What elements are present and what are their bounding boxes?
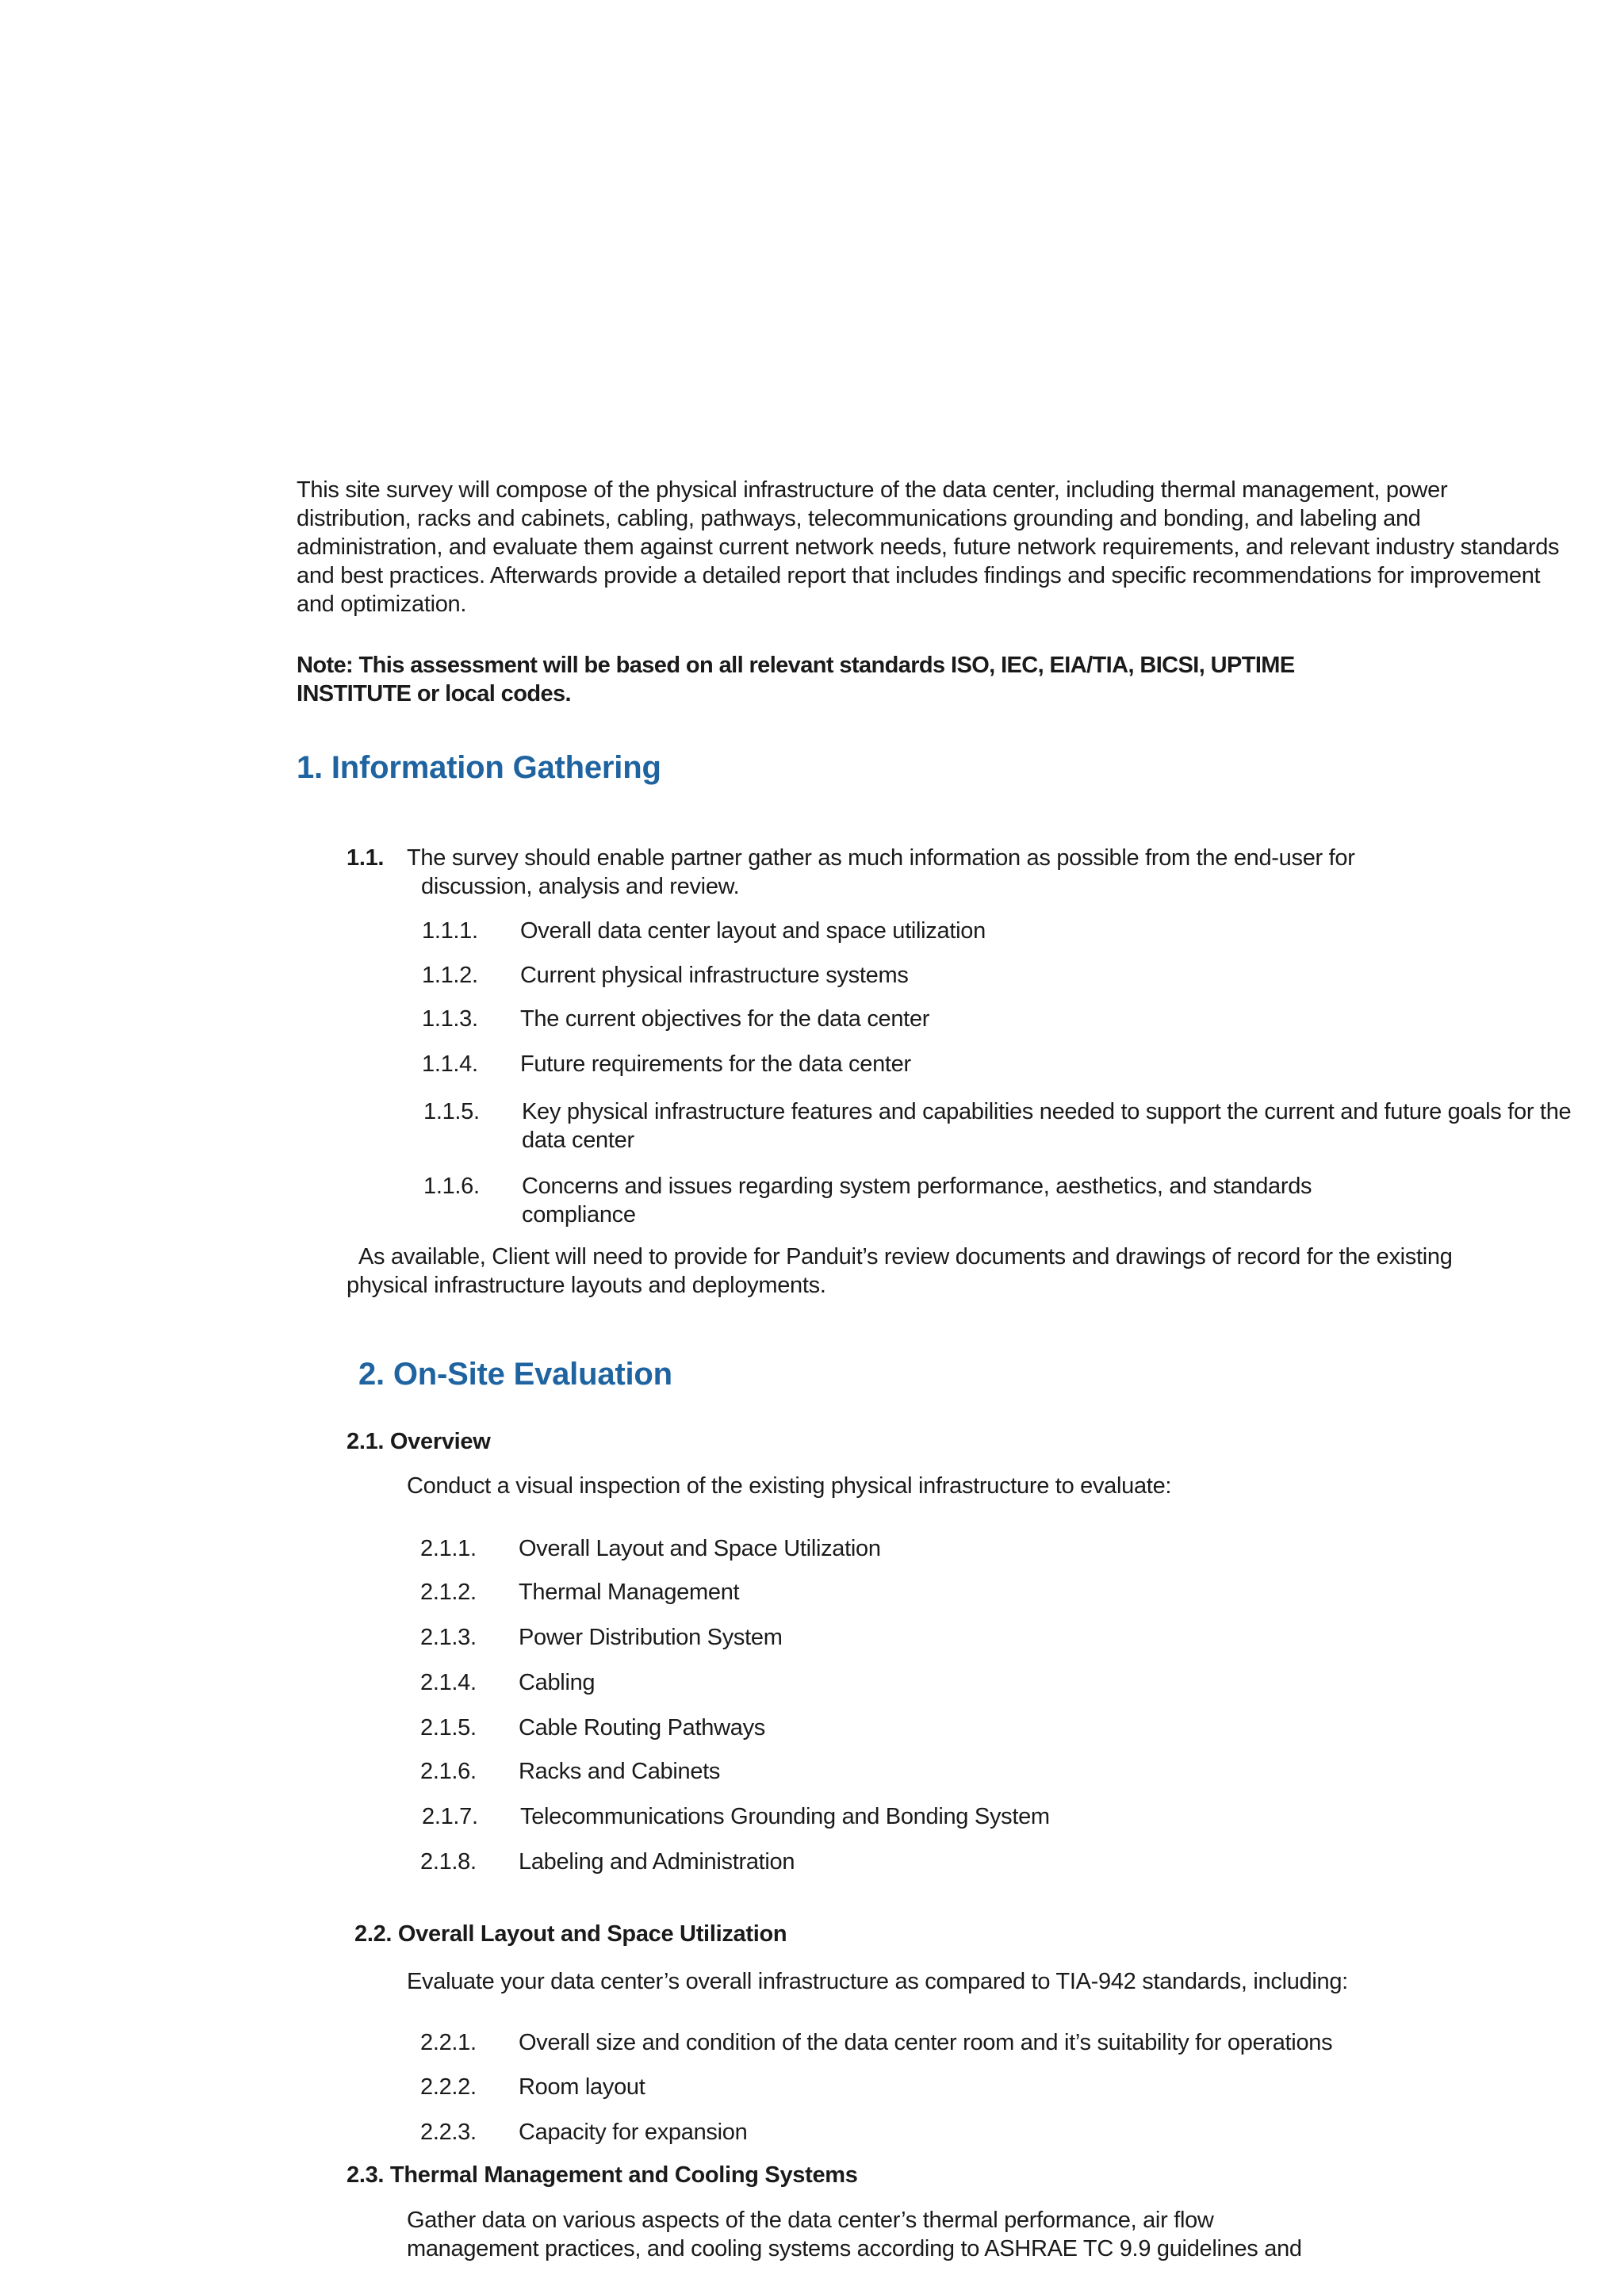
document-page: This site survey will compose of the physical infrastructure of the data center, including thermal management, power distribution, racks and cabinets, cabling, pathways, telecommunications grounding and bonding, and labeling and administration, and evaluate them against current network needs, future network requirements, and relevant industry standards and best practices. Afterwards provide a detailed report that includes findings and specific recommendations for improvement and optimization. Note: This assessment will be based on all relevant standards ISO, IEC, EIA/TIA, BICSI, UPTIME INSTITUTE or local codes. 1. Information Gathering 1.1. The survey should enable partner gather as much information as possible from the end-user for discussion, analysis and review. 1.1.1. Overall data center layout and space utilization 1.1.2. Current physical infrastructure systems 1.1.3. The current objectives for the data center 1.1.4. Future requirements for the data center 1.1.5. Key physical infrastructure features and capabilities needed to support the current and future goals for the data center 1.1.6. Concerns and issues regarding system performance, aesthetics, and standards compliance As available, Client will need to provide for Panduit’s review documents and drawings of record for the existing physical infrastructure layouts and deployments. 2. On-Site Evaluation 2.1. Overview Conduct a visual inspection of the existing physical infrastructure to evaluate: 2.1.1. Overall Layout and Space Utilization 2.1.2. Thermal Management 2.1.3. Power Distribution System 2.1.4. Cabling 2.1.5. Cable Routing Pathways 2.1.6. Racks and Cabinets 2.1.7. Telecommunications Grounding and Bonding System 2.1.8. Labeling and Administration 2.2. Overall Layout and Space Utilization Evaluate your data center’s overall infrastructure as compared to TIA-942 standards, including: 2.2.1. Overall size and condition of the data center room and it’s suitability for operations 2.2.2. Room layout 2.2.3. Capacity for expansion 2.3. Thermal Management and Cooling Systems Gather data on various aspects of the data center’s thermal performance, air flow management practices, and cooling systems according to ASHRAE TC 9.9 guidelines and: [297, 477, 1572, 2261]
intro-paragraph: This site survey will compose of the physical infrastructure of the data center, including thermal management, power distribution, racks and cabinets, cabling, pathways, telecommunications grounding and bonding, and labeling and administration, and evaluate them against current network needs, future network requirements, and relevant industry standards and best practices. Afterwards provide a detailed report that includes findings and specific recommendations for improvement and optimization.: [297, 477, 1560, 617]
layout-lead: Evaluate your data center’s overall infrastructure as compared to TIA-942 standards, including:: [407, 1969, 1348, 1994]
subsection-text-line1: The survey should enable partner gather as much information as possible from the end-user for: [407, 845, 1355, 871]
subsection-heading-layout: 2.2. Overall Layout and Space Utilization: [354, 1921, 787, 1947]
available-documents-line1: As available, Client will need to provide for Panduit’s review documents and drawings of record for the existing: [358, 1244, 1453, 1270]
section-heading-on-site-evaluation: 2. On-Site Evaluation: [358, 1357, 672, 1392]
thermal-text-line2: management practices, and cooling systems according to ASHRAE TC 9.9 guidelines and: [407, 2236, 1302, 2261]
subsection-heading-thermal: 2.3. Thermal Management and Cooling Systems: [347, 2162, 858, 2188]
available-documents-line2: physical infrastructure layouts and deployments.: [347, 1273, 826, 1298]
thermal-text-line1: Gather data on various aspects of the data center’s thermal performance, air flow: [407, 2208, 1214, 2233]
overview-lead: Conduct a visual inspection of the existing physical infrastructure to evaluate:: [407, 1473, 1172, 1499]
subsection-number: 1.1.: [347, 845, 385, 871]
subsection-heading-overview: 2.1. Overview: [347, 1429, 491, 1454]
standards-note: Note: This assessment will be based on all relevant standards ISO, IEC, EIA/TIA, BICSI, UPTIME INSTITUTE or local codes.: [297, 653, 1295, 707]
section-heading-information-gathering: 1. Information Gathering: [297, 750, 661, 785]
subsection-text-line2: discussion, analysis and review.: [421, 874, 740, 899]
